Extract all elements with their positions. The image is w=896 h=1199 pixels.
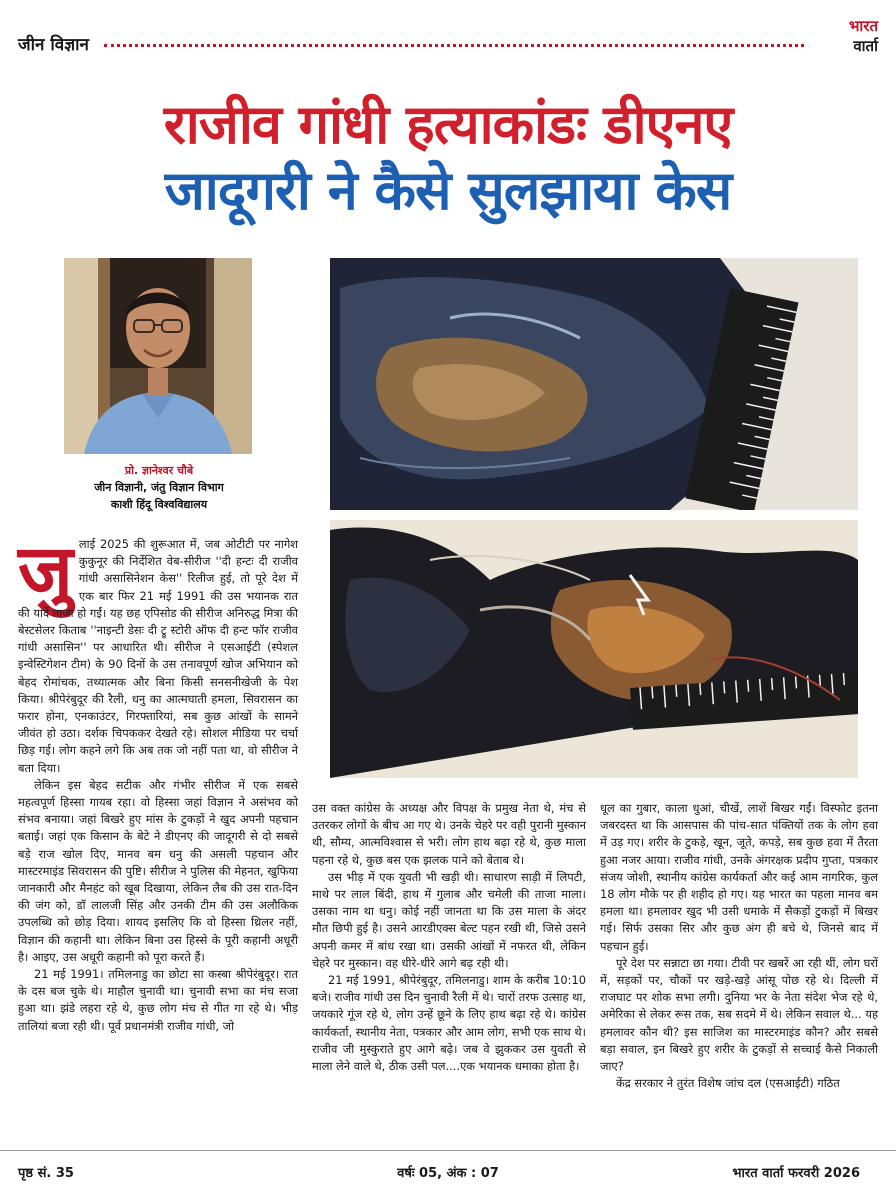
- author-portrait-illustration: [64, 258, 252, 454]
- page-header: [0, 0, 896, 70]
- author-byline: [46, 462, 272, 513]
- logo-line-1: भारत: [848, 17, 878, 35]
- issue-number: वर्षः 05, अंक : 07: [397, 1166, 499, 1181]
- paragraph: उस भीड़ में एक युवती भी खड़ी थी। साधारण साड़ी में लिपटी, माथे पर लाल बिंदी, हाथ में गुलाब और चमेली की ताजा माला। उसका नाम था धनु। कोई नहीं जानता था कि उस माला के अंदर मौत छिपी हुई है। उसने आरडीएक्स बेल्ट पहन रखी थी, जिसे उसने अपनी कमर में बांध रखा था। उसकी आंखों में नफरत थी, लेकिन चेहरे पर मुस्कान। वह धीरे-धीरे आगे बढ़ रही थी।: [312, 869, 586, 970]
- drop-cap: जु: [18, 529, 73, 615]
- section-label: जीन विज्ञान: [18, 35, 89, 55]
- author-institution: काशी हिंदू विश्वविद्यालय: [110, 498, 208, 511]
- headline-line-2: जादूगरी ने कैसे सुलझाया केस: [164, 159, 732, 222]
- paragraph: लाई 2025 की शुरूआत में, जब ओटीटी पर नागेश कुकुनूर की निर्देशित वेब-सीरीज ''दी हन्टः दी राजीव गांधी असासिनेशन केस'' रिलीज हुई, तो पूरे देश में एक बार फिर 21 मई 1991 की उस भयानक रात की यादें ताजा हो गईं। यह छह एपिसोड की सीरीज अनिरुद्ध मित्रा की बेस्टसेलर किताब ''नाइन्टी डेसः दी ट्रू स्टोरी ऑफ दी हन्ट फॉर राजीव गांधी असासिन'' पर आधारित थी। सीरीज ने एसआईटी (स्पेशल इन्वेस्टिगेशन टीम) के 90 दिनों के उस तनावपूर्ण खोज अभियान को बेहद रोमांचक, तथ्यात्मक और बिना किसी सनसनीखेजी के पेश किया। श्रीपेरंबुदूर की रैली, धनु का आत्मघाती हमला, सिवरासन का फरार होना, एनकाउंटर, गिरफ्तारियां, सब कुछ आंखों के सामने जीवंत हो उठा। दर्शक चिपककर देखते रहे। सोशल मीडिया पर चर्चा छिड़ गई। लोग कहने लगे कि अब तक जो नहीं पता था, वो सीरीज ने बता दिया।: [18, 537, 298, 775]
- evidence-fabric-photo-1: [330, 258, 858, 510]
- author-name: प्रो. ज्ञानेश्वर चौबे: [124, 464, 194, 477]
- header-dotted-rule: [104, 44, 804, 47]
- evidence-photo-top: [330, 258, 858, 510]
- edition-label: भारत वार्ता फरवरी 2026: [732, 1166, 860, 1181]
- paragraph: पूरे देश पर सन्नाटा छा गया। टीवी पर खबरें आ रही थीं, लोग घरों में, सड़कों पर, चौकों पर खड़े-खड़े आंसू पोछ रहे थे। दिल्ली में राजघाट पर शोक सभा लगी। दुनिया भर के नेता संदेश भेज रहे थे, अमेरिका से लेकर रूस तक, सब सदमे में थे। लेकिन सवाल थे... यह हमलावर कौन थी? इस साजिश का मास्टरमाइंड कौन? और सबसे बड़ा सवाल, इन बिखरे हुए शरीर के टुकड़ों से सच्चाई कैसे निकाली जाए?: [600, 955, 878, 1074]
- headline-line-1: राजीव गांधी हत्याकांडः डीएनए: [163, 93, 733, 156]
- author-photo: [64, 258, 252, 454]
- logo-line-2: वार्ता: [853, 37, 878, 55]
- evidence-photo-bottom: [330, 520, 858, 778]
- author-title: जीन विज्ञानी, जंतु विज्ञान विभाग: [94, 481, 224, 494]
- article-column-3: [600, 800, 878, 1092]
- page-number: पृष्ठ सं. 35: [18, 1166, 74, 1181]
- article-column-1: [18, 529, 298, 1035]
- page-footer: [0, 1150, 896, 1190]
- paragraph: लेकिन इस बेहद सटीक और गंभीर सीरीज में एक सबसे महत्वपूर्ण हिस्सा गायब रहा। वो हिस्सा जहां विज्ञान ने असंभव को संभव बनाया। जहां बिखरे हुए मांस के टुकड़ों ने खुद अपनी पहचान बताई। जहां एक किसान के बेटे ने डीएनए की जादूगरी से दो सबसे बड़े राज खोल दिए, मानव बम धनु की असली पहचान और मास्टरमाइंड सिवरासन की पुष्टि। सीरीज ने पुलिस की मेहनत, खुफिया जानकारी और मैनहंट को खूब दिखाया, लेकिन लैब की उस रात-दिन की जंग को, डॉ लालजी सिंह और उनकी टीम की उस अलौकिक उपलब्धि को छोड़ दिया। शायद इसलिए कि वो हिस्सा थ्रिलर नहीं, विज्ञान की कहानी था। लेकिन बिना उस हिस्से के पूरी कहानी अधूरी है। आइए, उस अधूरी कहानी को पूरा करते हैं।: [18, 777, 298, 964]
- magazine-logo: [849, 16, 878, 56]
- paragraph: केंद्र सरकार ने तुरंत विशेष जांच दल (एसआईटी) गठित: [616, 1076, 840, 1091]
- paragraph: उस वक्त कांग्रेस के अध्यक्ष और विपक्ष के प्रमुख नेता थे, मंच से उतरकर लोगों के बीच आ गए थे। उनके चेहरे पर वही पुरानी मुस्कान थी, सौम्य, आत्मविश्वास से भरी। लोग हाथ बढ़ा रहे थे, कुछ माला पहना रहे थे, कुछ बस एक झलक पाने को बेताब थे।: [312, 801, 586, 867]
- paragraph: 21 मई 1991, श्रीपेरंबुदूर, तमिलनाडु। शाम के करीब 10:10 बजे। राजीव गांधी उस दिन चुनावी रैली में थे। चारों तरफ उत्साह था, जयकारे गूंज रहे थे, लोग उन्हें छूने के लिए हाथ बढ़ा रहे थे। कांग्रेस कार्यकर्ता, स्थानीय नेता, पत्रकार और आम लोग, सभी एक साथ थे। राजीव जी मुस्कुराते हुए आगे बढ़े। जब वे झुककर उस युवती से माला लेने वाले थे, ठीक उसी पल....एक भयानक धमाका होता है।: [312, 973, 586, 1074]
- evidence-fabric-photo-2: [330, 520, 858, 778]
- article-column-2: [312, 800, 586, 1075]
- paragraph: धूल का गुबार, काला धुआं, चीखें, लाशें बिखर गईं। विस्फोट इतना जबरदस्त था कि आसपास की पांच-सात पंक्तियों तक के लोग हवा में उड़ गए। शरीर के टुकड़े, खून, जूते, कपड़े, सब कुछ हवा में तैरता हुआ नजर आया। राजीव गांधी, उनके अंगरक्षक प्रदीप गुप्ता, पत्रकार संजय जोशी, स्थानीय कांग्रेस कार्यकर्ता और कई आम नागरिक, कुल 18 लोग मौके पर ही शहीद हो गए। यह भारत का पहला मानव बम हमला था। हमलावर खुद भी उसी धमाके में सैकड़ों टुकड़ों में बिखर गई। सिर्फ उसका सिर और कुछ अंग ही बचे थे, जिनसे बाद में पहचान हुई।: [600, 801, 878, 953]
- paragraph: 21 मई 1991। तमिलनाडु का छोटा सा कस्बा श्रीपेरंबुदूर। रात के दस बज चुके थे। माहौल चुनावी था। चुनावी सभा का मंच सजा हुआ था। झंडे लहरा रहे थे, कुछ लोग मंच से गीत गा रहे थे। भीड़ तालियां बजा रही थी। पूर्व प्रधानमंत्री राजीव गांधी, जो: [18, 967, 298, 1033]
- article-headline: [0, 92, 896, 224]
